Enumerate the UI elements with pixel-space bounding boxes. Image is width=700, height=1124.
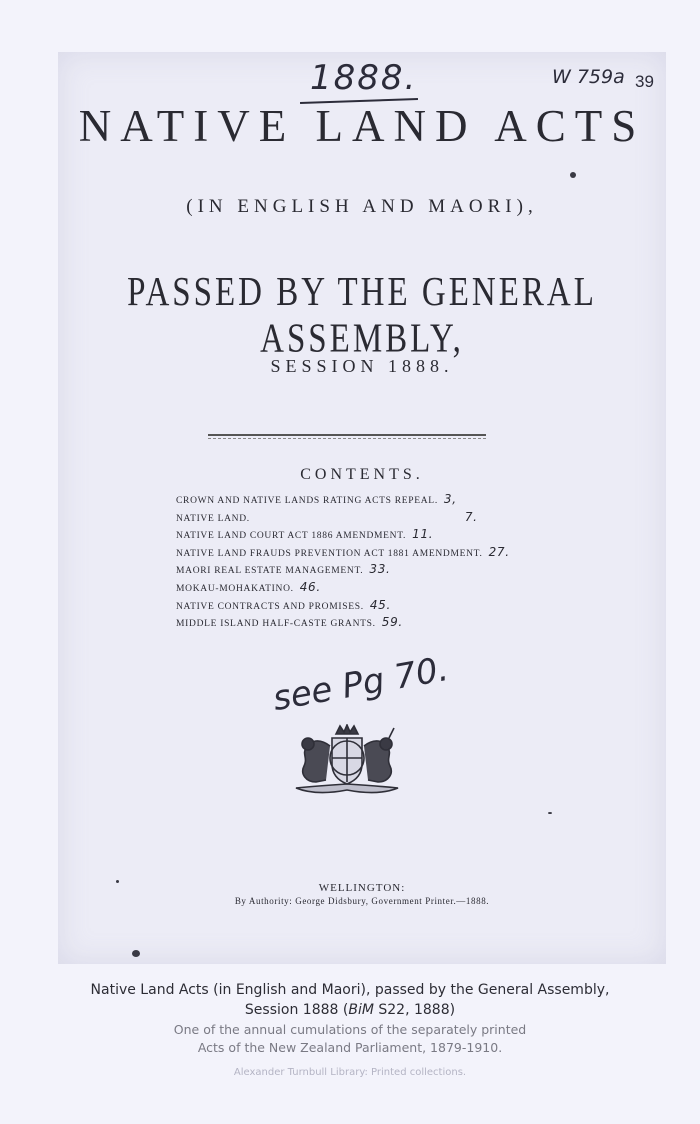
caption-description (0, 1021, 700, 1057)
contents-item-title: NATIVE LAND COURT ACT 1886 AMENDMENT. (176, 531, 407, 542)
session-line: SESSION 1888. (270, 356, 454, 376)
imprint-printer: By Authority: George Didsbury, Government Printer.—1888. (234, 896, 490, 906)
contents-item-title: CROWN AND NATIVE LANDS RATING ACTS REPEAL. (176, 496, 438, 506)
scan-speck (116, 880, 119, 883)
caption-line-3: One of the annual cumulations of the separately printed (173, 1022, 527, 1037)
handwritten-see-note: see Pg 70. (269, 648, 452, 720)
contents-item-page: 3, (443, 492, 457, 506)
document-subtitle: (IN ENGLISH AND MAORI), (186, 196, 538, 217)
contents-item (176, 598, 510, 616)
contents-list (176, 492, 510, 633)
contents-item-title: NATIVE LAND FRAUDS PREVENTION ACT 1881 AMENDMENT. (176, 548, 483, 559)
royal-coat-of-arms-icon (286, 724, 408, 798)
contents-item-page: 33. (369, 562, 391, 577)
document-title: NATIVE LAND ACTS (78, 101, 646, 151)
contents-item-page: 59. (381, 615, 403, 630)
contents-item-title: NATIVE LAND. (176, 513, 250, 524)
handwritten-page-number: 39 (635, 72, 654, 91)
handwritten-year: 1888. (310, 58, 418, 98)
contents-item (176, 580, 510, 598)
contents-item (176, 492, 510, 510)
caption-line-2-italic: BiM (348, 1002, 374, 1018)
caption-line-2 (0, 1000, 700, 1020)
contents-heading: CONTENTS. (300, 466, 424, 483)
caption-line-2-end: S22, 1888) (373, 1002, 456, 1018)
contents-item (176, 510, 510, 528)
contents-item (176, 562, 510, 580)
contents-item-page: 11. (412, 527, 434, 542)
caption-line-2-start: Session 1888 ( (244, 1002, 349, 1018)
scan-speck (548, 812, 552, 814)
divider-rule-secondary (208, 438, 486, 439)
caption-line-4: Acts of the New Zealand Parliament, 1879-1910. (197, 1040, 503, 1055)
scan-speck (132, 950, 140, 957)
scan-speck (570, 172, 576, 178)
caption-line-1: Native Land Acts (in English and Maori), passed by the General Assembly, (90, 982, 610, 998)
contents-item-page: 7. (464, 509, 478, 524)
contents-item-title: MOKAU-MOHAKATINO. (176, 583, 294, 594)
imprint-city: WELLINGTON: (318, 882, 406, 894)
contents-item-page: 46. (299, 579, 321, 594)
caption-title (0, 980, 700, 1020)
handwritten-reference: W 759a (552, 66, 625, 88)
contents-item-title: MAORI REAL ESTATE MANAGEMENT. (176, 566, 364, 577)
passed-by-line: PASSED BY THE GENERAL ASSEMBLY, (127, 270, 597, 362)
contents-item-page: 27. (488, 544, 510, 559)
caption-credit: Alexander Turnbull Library: Printed collections. (233, 1067, 467, 1078)
contents-item-title: MIDDLE ISLAND HALF-CASTE GRANTS. (176, 619, 376, 630)
divider-rule (208, 434, 486, 436)
contents-item-page: 45. (369, 597, 391, 612)
contents-item (176, 545, 510, 563)
contents-item (176, 615, 510, 633)
contents-item-title: NATIVE CONTRACTS AND PROMISES. (176, 601, 364, 612)
contents-item (176, 527, 510, 545)
